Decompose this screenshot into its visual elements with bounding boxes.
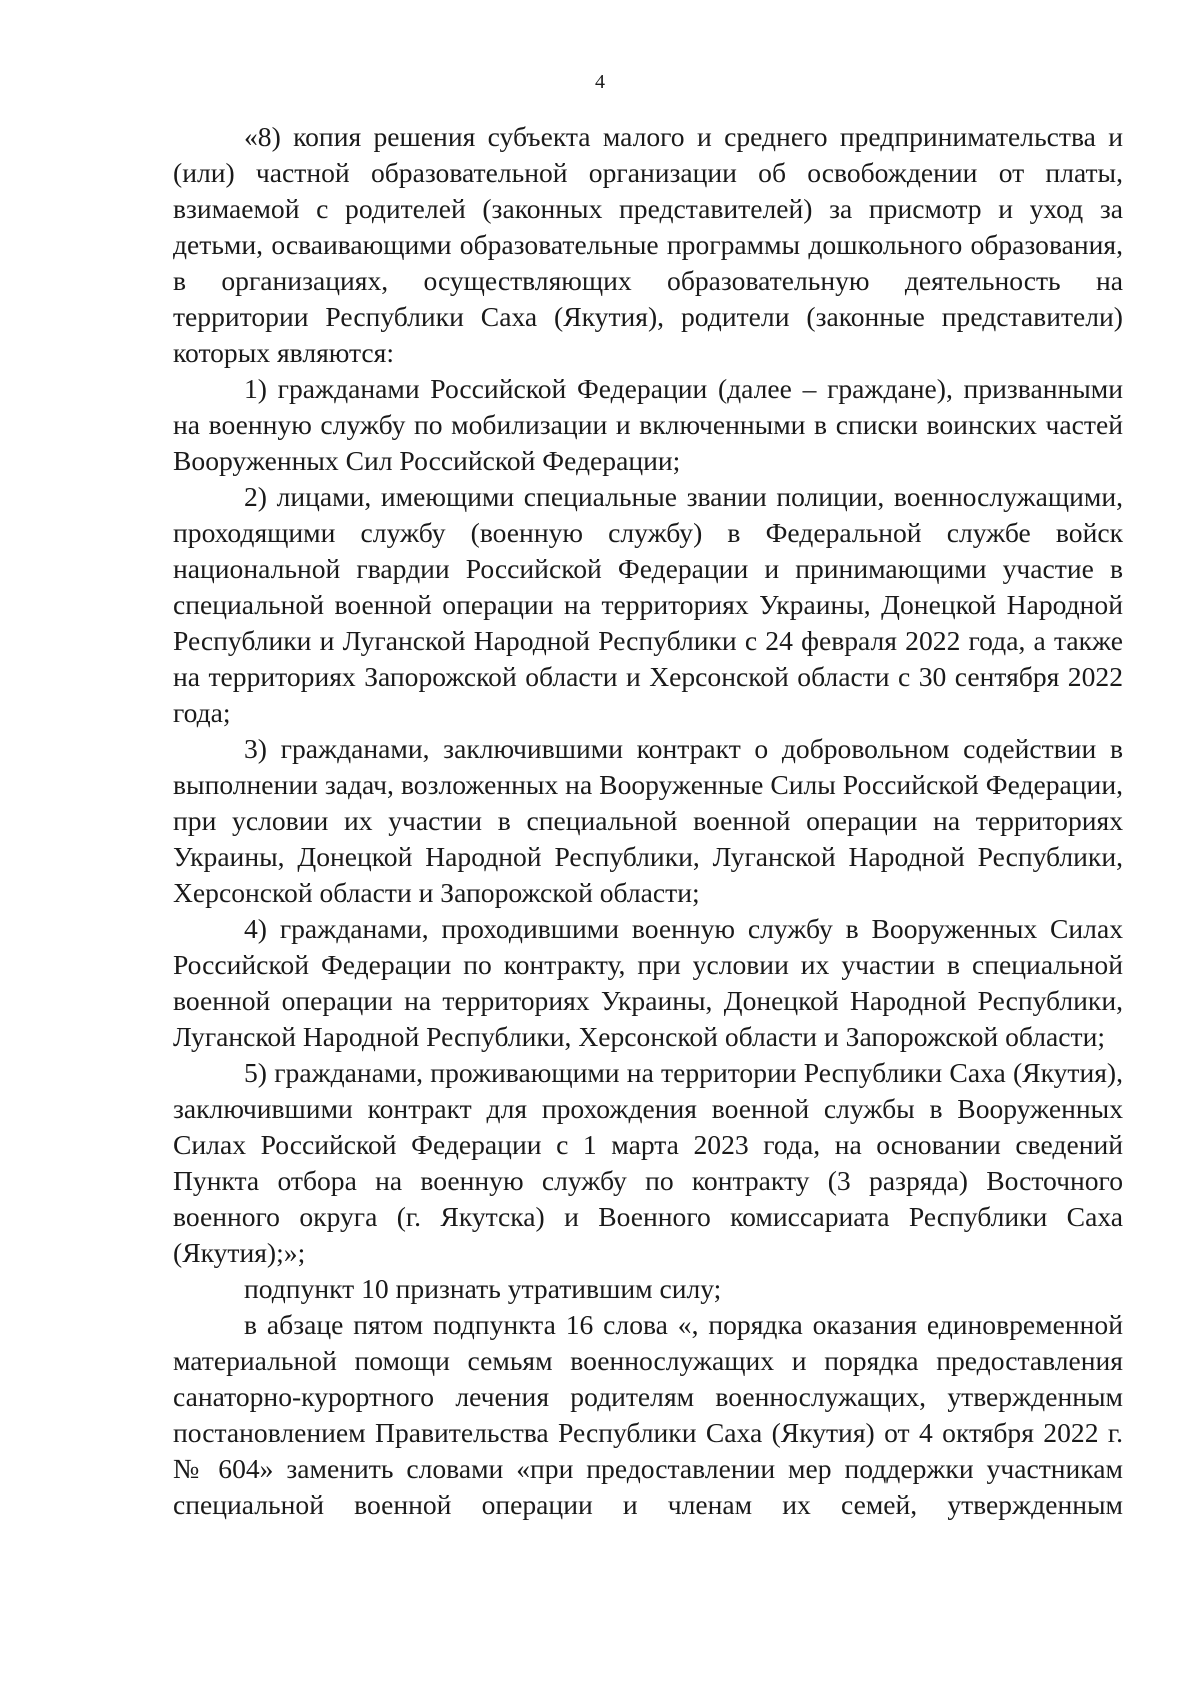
paragraph-subitem-2: 2) лицами, имеющими специальные звании полиции, военнослужащими, проходящими службу (военную службу) в Федеральной службе войск национальной гвардии Российской Федерации и принимающими участие в специальной военной операции на территориях Украины, Донецкой Народной Республики и Луганской Народной Республики с 24 февраля 2022 года, а также на территориях Запорожской области и Херсонской области с 30 сентября 2022 года; — [173, 481, 1123, 728]
page-number: 4 — [595, 71, 605, 93]
paragraph-subpoint-10: подпункт 10 признать утратившим силу; — [244, 1273, 722, 1304]
document-body — [173, 119, 1123, 1523]
paragraph-subpoint-16: в абзаце пятом подпункта 16 слова «, порядка оказания единовременной материальной помощи семьям военнослужащих и порядка предоставления санаторно-курортного лечения родителям военнослужащих, утвержденным постановлением Правительства Республики Саха (Якутия) от 4 октября 2022 г. № 604» заменить словами «при предоставлении мер поддержки участникам специальной военной операции и членам их семей, утвержденным — [173, 1309, 1123, 1520]
paragraph-subitem-1: 1) гражданами Российской Федерации (далее – граждане), призванными на военную службу по мобилизации и включенными в списки воинских частей Вооруженных Сил Российской Федерации; — [173, 373, 1123, 476]
paragraph-subitem-4: 4) гражданами, проходившими военную службу в Вооруженных Силах Российской Федерации по контракту, при условии их участии в специальной военной операции на территориях Украины, Донецкой Народной Республики, Луганской Народной Республики, Херсонской области и Запорожской области; — [173, 913, 1123, 1052]
paragraph-subitem-3: 3) гражданами, заключившими контракт о добровольном содействии в выполнении задач, возложенных на Вооруженные Силы Российской Федерации, при условии их участии в специальной военной операции на территориях Украины, Донецкой Народной Республики, Луганской Народной Республики, Херсонской области и Запорожской области; — [173, 733, 1123, 908]
paragraph-item-8: «8) копия решения субъекта малого и среднего предпринимательства и (или) частной образовательной организации об освобождении от платы, взимаемой с родителей (законных представителей) за присмотр и уход за детьми, осваивающими образовательные программы дошкольного образования, в организациях, осуществляющих образовательную деятельность на территории Республики Саха (Якутия), родители (законные представители) которых являются: — [173, 121, 1123, 368]
paragraph-subitem-5: 5) гражданами, проживающими на территории Республики Саха (Якутия), заключившими контракт для прохождения военной службы в Вооруженных Силах Российской Федерации с 1 марта 2023 года, на основании сведений Пункта отбора на военную службу по контракту (3 разряда) Восточного военного округа (г. Якутска) и Военного комиссариата Республики Саха (Якутия);»; — [173, 1057, 1123, 1268]
